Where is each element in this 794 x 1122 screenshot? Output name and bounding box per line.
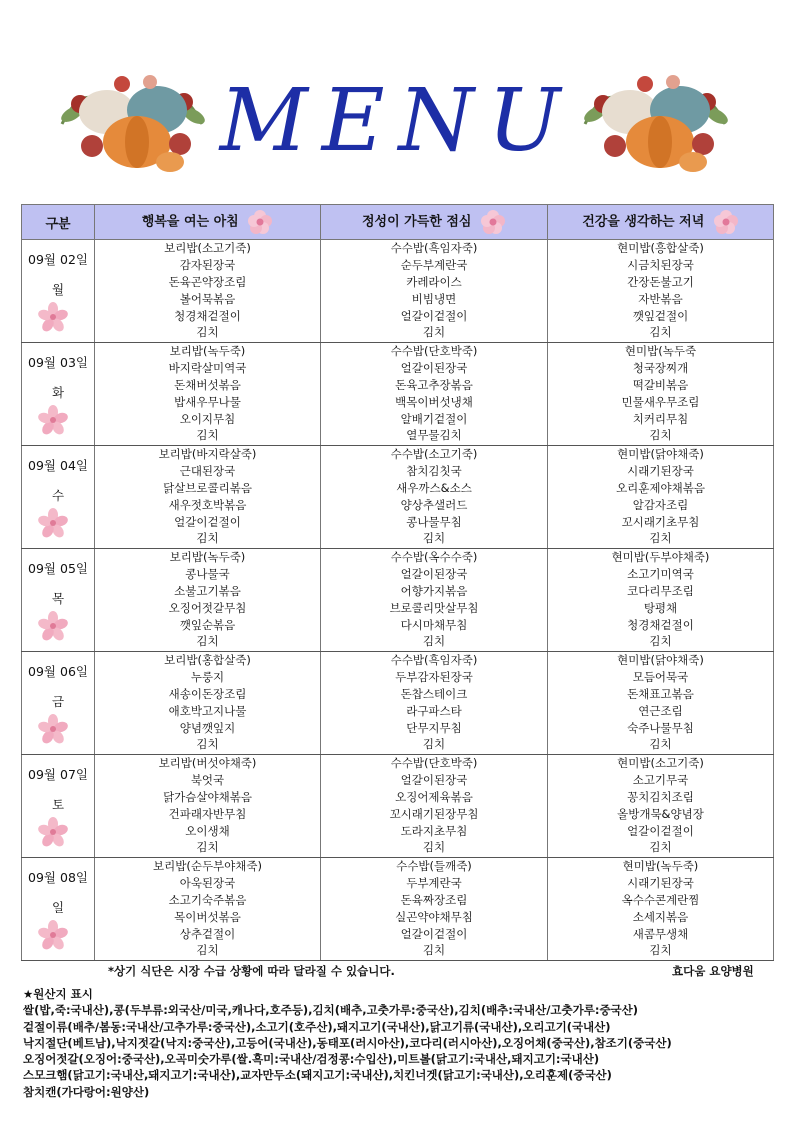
dish-item: 올방개묵&양념장: [617, 806, 704, 821]
dish-item: 떡갈비볶음: [632, 377, 689, 392]
dish-item: 밥새우무나물: [174, 394, 241, 409]
dish-item: 새우젓호박볶음: [168, 497, 247, 512]
dish-item: 모듬어묵국: [632, 669, 689, 684]
blossom-icon: [38, 611, 68, 641]
origin-line: 오징어젓갈(오징어:중국산),오곡미숫가루(쌀.흑미:국내산/검정콩:수입산),미트볼(닭고기:국내산,돼지고기:국내산): [23, 1052, 600, 1067]
meal-cell-dinner: [548, 446, 774, 549]
dish-item: 브로콜리맛살무침: [389, 600, 479, 615]
dish-item: 북엇국: [190, 772, 225, 787]
dish-item: 코다리무조림: [627, 583, 694, 598]
dish-item: 김치: [196, 943, 219, 958]
dish-item: 소고기무국: [632, 772, 689, 787]
meal-cell-dinner: [548, 549, 774, 652]
dish-item: 민물새우무조림: [621, 394, 700, 409]
column-header-dinner: 건강을 생각하는 저녁: [548, 205, 774, 240]
dish-item: 돈찹스테이크: [400, 686, 468, 701]
dish-item: 보리밥(순두부야채죽): [153, 859, 262, 873]
day-date: 09월 02일: [28, 252, 88, 267]
origin-line: 낙지절단(베트남),낙지젓갈(낙지:중국산),고등어(국내산),동태포(러시아산),코다리(러시아산),오징어채(중국산),참조기(중국산): [23, 1035, 672, 1050]
dish-item: 보리밥(녹두죽): [169, 550, 246, 564]
dish-item: 수수밥(옥수수죽): [390, 550, 478, 564]
dish-item: 어향가지볶음: [400, 583, 468, 598]
dish-item: 오징어젓갈무침: [168, 600, 247, 615]
meal-cell-lunch: [321, 343, 548, 446]
column-header-breakfast: 행복을 여는 아침: [95, 205, 321, 240]
dish-item: 소불고기볶음: [174, 583, 241, 598]
dish-item: 감자된장국: [179, 257, 236, 272]
dish-item: 알감자조림: [632, 497, 689, 512]
dish-item: 수수밥(들깨죽): [396, 859, 472, 873]
dish-item: 닭살브로콜리볶음: [163, 480, 252, 495]
meal-cell-dinner: [548, 240, 774, 343]
dish-item: 현미밥(두부야채죽): [611, 550, 710, 564]
day-date: 09월 06일: [28, 664, 88, 679]
dish-item: 자반볶음: [638, 291, 683, 306]
menu-table: [21, 204, 774, 961]
dish-item: 오이지무침: [179, 411, 236, 426]
dish-item: 시금치된장국: [627, 257, 694, 272]
origin-line: 참치캔(가다랑어:원양산): [23, 1084, 150, 1099]
dish-item: 현미밥(소고기죽): [617, 756, 704, 770]
dish-item: 얼갈이겉절이: [400, 926, 468, 941]
dish-item: 양상추샐러드: [400, 497, 468, 512]
dish-item: 깻잎순볶음: [179, 617, 236, 632]
pink-flower-icon: [713, 209, 739, 235]
dish-item: 김치: [422, 531, 446, 546]
dish-item: 김치: [196, 325, 219, 340]
day-weekday: 목: [51, 591, 65, 606]
meal-cell-lunch: [321, 652, 548, 755]
meal-cell-breakfast: [95, 549, 321, 652]
dish-item: 수수밥(흑임자죽): [390, 241, 478, 255]
dish-item: 꼬시래기된장무침: [389, 806, 479, 821]
dish-item: 근대된장국: [179, 463, 236, 478]
dish-item: 소세지볶음: [632, 909, 689, 924]
dish-item: 돈채표고볶음: [627, 686, 694, 701]
dish-item: 카레라이스: [406, 274, 462, 289]
dish-item: 새우까스&소스: [396, 480, 472, 495]
dish-item: 김치: [196, 531, 219, 546]
meal-cell-dinner: [548, 755, 774, 858]
dish-item: 순두부계란국: [400, 257, 468, 272]
dish-item: 수수밥(소고기죽): [390, 447, 478, 461]
day-weekday: 일: [51, 900, 65, 915]
pink-flower-icon: [247, 209, 273, 235]
dish-item: 연근조림: [638, 703, 683, 718]
pumpkin-bouquet-right-icon: [575, 64, 735, 174]
dish-item: 수수밥(단호박죽): [390, 756, 478, 770]
dish-item: 콩나물국: [185, 566, 230, 581]
table-header-row: [22, 205, 774, 240]
dish-item: 김치: [196, 634, 219, 649]
table-row: [22, 858, 774, 961]
dish-item: 청경채겉절이: [627, 617, 694, 632]
dish-item: 김치: [196, 428, 219, 443]
dish-item: 소고기숙주볶음: [168, 892, 247, 907]
column-header-lunch: 정성이 가득한 점심: [321, 205, 548, 240]
table-row: [22, 240, 774, 343]
dish-item: 비빔냉면: [411, 291, 457, 306]
dish-item: 알배기겉절이: [400, 411, 468, 426]
dish-item: 참치김칫국: [406, 463, 462, 478]
dish-item: 실곤약야채무침: [395, 909, 473, 924]
blossom-icon: [38, 714, 68, 744]
origin-title: ★원산지 표시: [23, 987, 93, 1001]
meal-cell-breakfast: [95, 652, 321, 755]
dish-item: 김치: [649, 840, 672, 855]
dish-item: 얼갈이된장국: [400, 566, 468, 581]
dish-item: 김치: [649, 634, 672, 649]
dish-item: 김치: [422, 325, 446, 340]
dish-item: 볼어묵볶음: [179, 291, 236, 306]
blossom-icon: [38, 302, 68, 332]
dish-item: 콩나물무침: [406, 514, 462, 529]
day-weekday: 토: [51, 797, 65, 812]
menu-body: [22, 240, 774, 961]
dish-item: 청경채겉절이: [174, 308, 241, 323]
meal-cell-breakfast: [95, 446, 321, 549]
day-weekday: 월: [51, 282, 65, 297]
table-row: [22, 343, 774, 446]
dish-item: 아욱된장국: [179, 875, 236, 890]
dish-item: 보리밥(바지락살죽): [158, 447, 257, 461]
table-row: [22, 652, 774, 755]
dish-item: 오징어제육볶음: [395, 789, 473, 804]
dish-item: 탕평채: [643, 600, 678, 615]
meal-cell-breakfast: [95, 343, 321, 446]
table-row: [22, 549, 774, 652]
notice-text: *상기 식단은 시장 수급 상황에 따라 달라질 수 있습니다.: [108, 964, 395, 978]
dish-item: 얼갈이된장국: [400, 360, 468, 375]
dish-item: 김치: [649, 943, 672, 958]
day-cell: [22, 858, 95, 961]
day-cell: [22, 549, 95, 652]
dish-item: 백목이버섯냉채: [395, 394, 473, 409]
dish-item: 현미밥(닭야채죽): [617, 447, 704, 461]
pink-flower-icon: [480, 209, 506, 235]
dish-item: 라구파스타: [406, 703, 462, 718]
dish-item: 김치: [422, 840, 446, 855]
origin-line: 스모크햄(닭고기:국내산,돼지고기:국내산),교자만두소(돼지고기:국내산),치킨너겟(닭고기:국내산),오리훈제(중국산): [23, 1068, 612, 1083]
day-weekday: 수: [51, 488, 65, 503]
dish-item: 단무지무침: [406, 720, 462, 735]
day-cell: [22, 240, 95, 343]
dish-item: 새콤무생채: [632, 926, 689, 941]
dish-item: 현미밥(흥합살죽): [617, 241, 704, 255]
dish-item: 김치: [649, 428, 672, 443]
meal-cell-breakfast: [95, 240, 321, 343]
meal-cell-lunch: [321, 446, 548, 549]
day-date: 09월 08일: [28, 870, 88, 885]
meal-cell-dinner: [548, 858, 774, 961]
dish-item: 오이생채: [185, 823, 230, 838]
dish-item: 바지락살미역국: [168, 360, 247, 375]
day-cell: [22, 446, 95, 549]
dish-item: 김치: [422, 737, 446, 752]
dish-item: 보리밥(소고기죽): [164, 241, 251, 255]
column-header-label: 구분: [22, 205, 95, 240]
dish-item: 돈육짜장조림: [400, 892, 468, 907]
dish-item: 현미밥(녹두죽): [622, 859, 699, 873]
dish-item: 두부계란국: [406, 875, 462, 890]
dish-item: 현미밥(녹두죽: [624, 344, 697, 358]
dish-item: 김치: [422, 943, 446, 958]
dish-item: 누룽지: [190, 669, 225, 684]
day-date: 09월 05일: [28, 561, 88, 576]
origin-section: [23, 986, 783, 1100]
dish-item: 얼갈이겉절이: [627, 823, 694, 838]
page-title: MENU: [219, 71, 575, 171]
dish-item: 돈육곤약장조림: [168, 274, 247, 289]
dish-item: 보리밥(녹두죽): [169, 344, 246, 358]
day-weekday: 화: [51, 385, 65, 400]
dish-item: 상추겉절이: [179, 926, 236, 941]
dish-item: 얼갈이겉절이: [174, 514, 241, 529]
meal-cell-lunch: [321, 858, 548, 961]
day-date: 09월 04일: [28, 458, 88, 473]
dish-item: 현미밥(닭야채죽): [617, 653, 704, 667]
day-cell: [22, 755, 95, 858]
dish-item: 닭가슴살야채볶음: [163, 789, 252, 804]
dish-item: 건파래자반무침: [168, 806, 247, 821]
blossom-icon: [38, 405, 68, 435]
dish-item: 수수밥(흑임자죽): [390, 653, 478, 667]
day-weekday: 금: [51, 694, 65, 709]
dish-item: 소고기미역국: [627, 566, 694, 581]
dish-item: 김치: [649, 325, 672, 340]
dish-item: 간장돈불고기: [627, 274, 694, 289]
dish-item: 깻잎겉절이: [632, 308, 689, 323]
day-date: 09월 03일: [28, 355, 88, 370]
dish-item: 김치: [422, 634, 446, 649]
dish-item: 치커리무침: [632, 411, 689, 426]
origin-line: 쌀(밥,죽:국내산),콩(두부류:외국산/미국,캐나다,호주등),김치(배추,고춧가루:중국산),김치(배추:국내산/고춧가루:중국산): [23, 1003, 639, 1018]
origin-line: 겉절이류(배추/봄동:국내산/고추가루:중국산),소고기(호주산),돼지고기(국내산),닭고기류(국내산),오리고기(국내산): [23, 1019, 611, 1034]
dish-item: 양념깻잎지: [179, 720, 236, 735]
dish-item: 숙주나물무침: [627, 720, 694, 735]
table-row: [22, 755, 774, 858]
meal-cell-dinner: [548, 652, 774, 755]
blossom-icon: [38, 920, 68, 950]
dish-item: 청국장찌개: [632, 360, 689, 375]
dish-item: 김치: [196, 737, 219, 752]
meal-cell-dinner: [548, 343, 774, 446]
meal-cell-lunch: [321, 240, 548, 343]
dish-item: 얼갈이된장국: [400, 772, 468, 787]
hospital-name: 효다움 요양병원: [672, 964, 754, 978]
dish-item: 보리밥(버섯야채죽): [158, 756, 257, 770]
dish-item: 얼갈이겉절이: [400, 308, 468, 323]
dish-item: 보리밥(홍합살죽): [164, 653, 251, 667]
dish-item: 새송이돈장조림: [168, 686, 247, 701]
meal-cell-breakfast: [95, 858, 321, 961]
day-cell: [22, 343, 95, 446]
dish-item: 김치: [196, 840, 219, 855]
dish-item: 옥수수콘계란찜: [621, 892, 700, 907]
dish-item: 시래기된장국: [627, 463, 694, 478]
day-cell: [22, 652, 95, 755]
dish-item: 돈채버섯볶음: [174, 377, 241, 392]
dish-item: 애호박고지나물: [168, 703, 247, 718]
dish-item: 다시마채무침: [400, 617, 468, 632]
dish-item: 오리훈제야채볶음: [616, 480, 705, 495]
dish-item: 열무물김치: [406, 428, 462, 443]
blossom-icon: [38, 508, 68, 538]
page-header: [0, 0, 794, 200]
meal-cell-lunch: [321, 755, 548, 858]
blossom-icon: [38, 817, 68, 847]
dish-item: 시래기된장국: [627, 875, 694, 890]
dish-item: 김치: [649, 737, 672, 752]
dish-item: 도라지초무침: [400, 823, 468, 838]
dish-item: 김치: [649, 531, 672, 546]
dish-item: 수수밥(단호박죽): [390, 344, 478, 358]
dish-item: 꽁치김치조림: [627, 789, 694, 804]
dish-item: 꼬시래기초무침: [621, 514, 700, 529]
dish-item: 목이버섯볶음: [174, 909, 241, 924]
dish-item: 두부감자된장국: [395, 669, 473, 684]
day-date: 09월 07일: [28, 767, 88, 782]
dish-item: 돈육고추장볶음: [395, 377, 473, 392]
meal-cell-lunch: [321, 549, 548, 652]
meal-cell-breakfast: [95, 755, 321, 858]
table-row: [22, 446, 774, 549]
